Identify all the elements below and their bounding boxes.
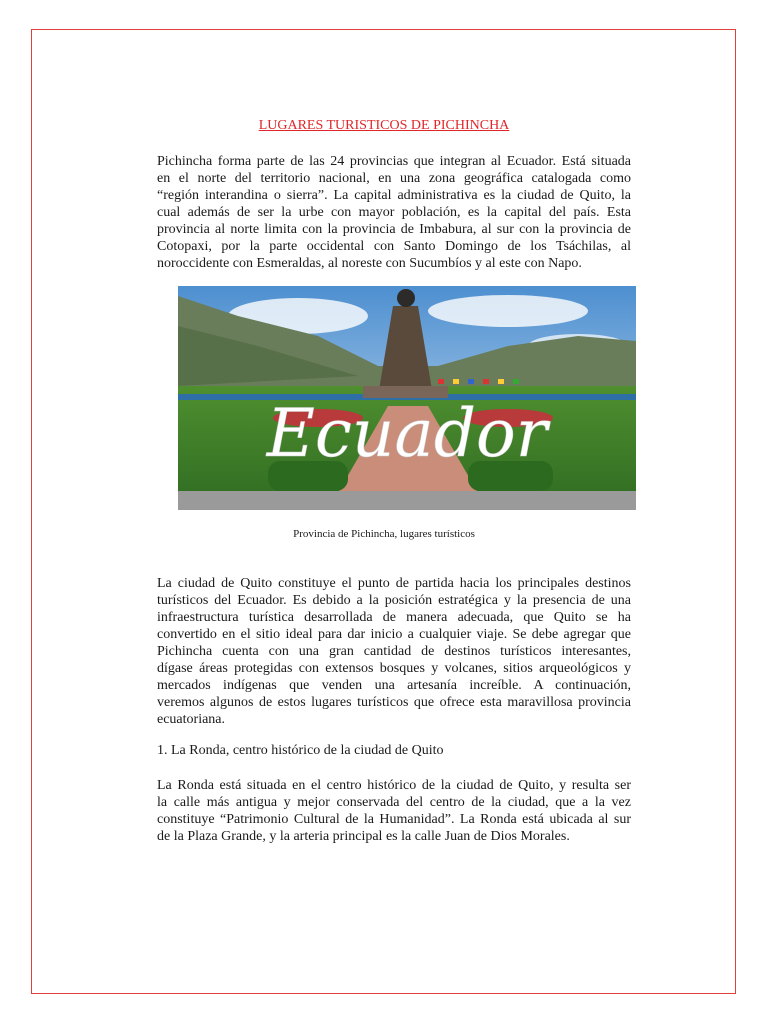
text-line: infraestructura turística desarrollada de manera adecuada, que Quito se ha xyxy=(157,610,631,625)
text-line: La ciudad de Quito constituye el punto de partida hacia los principales destinos xyxy=(157,576,631,591)
text-line: convertido en el sitio ideal para dar inicio a cualquier viaje. Se debe agregar que xyxy=(157,627,631,642)
text-line: de la Plaza Grande, y la arteria principal es la calle Juan de Dios Morales. xyxy=(157,829,570,844)
text-line: mercados indígenas que venden una artesanía increíble. A continuación, xyxy=(157,678,631,693)
text-line: noroccidente con Esmeraldas, al noreste con Sucumbíos y al este con Napo. xyxy=(157,256,582,271)
text-line: La Ronda está situada en el centro histórico de la ciudad de Quito, y resulta ser xyxy=(157,778,631,793)
text-line: la calle más antigua y mejor conservada del centro de la ciudad, que a la vez xyxy=(157,795,631,810)
paragraph-quito xyxy=(157,575,631,728)
paragraph-la-ronda xyxy=(157,777,631,845)
image-caption: Provincia de Pichincha, lugares turísticos xyxy=(293,528,475,540)
text-line: “región interandina o sierra”. La capital administrativa es la ciudad de Quito, la xyxy=(157,188,631,203)
text-line: en el norte del territorio nacional, en una zona geográfica catalogada como xyxy=(157,171,631,186)
text-line: provincia al norte limita con la provincia de Imbabura, al sur con la provincia de xyxy=(157,222,631,237)
text-line: cual además de ser la urbe con mayor población, es la capital del país. Esta xyxy=(157,205,631,220)
ecuador-script-text: Ecuador xyxy=(266,395,548,472)
text-line: veremos algunos de estos lugares turísticos que ofrece esta maravillosa provincia xyxy=(157,695,631,710)
text-line: Pichincha forma parte de las 24 provincias que integran al Ecuador. Está situada xyxy=(157,154,631,169)
text-line: turísticos del Ecuador. Es debido a la posición estratégica y la presencia de una xyxy=(157,593,631,608)
section-heading-la-ronda: 1. La Ronda, centro histórico de la ciudad de Quito xyxy=(157,743,444,758)
text-line: Cotopaxi, por la parte occidental con Santo Domingo de los Tsáchilas, al xyxy=(157,239,631,254)
document-title: LUGARES TURISTICOS DE PICHINCHA xyxy=(258,118,510,133)
text-line: dígase áreas protegidas con extensos bosques y volcanes, sitios arqueológicos y xyxy=(157,661,631,676)
text-line: Pichincha cuenta con una gran cantidad de destinos turísticos interesantes, xyxy=(157,644,631,659)
text-line: constituye “Patrimonio Cultural de la Humanidad”. La Ronda está ubicada al sur xyxy=(157,812,631,827)
paragraph-intro xyxy=(157,153,631,272)
text-line: ecuatoriana. xyxy=(157,712,226,727)
ecuador-monument-photo xyxy=(178,286,636,510)
